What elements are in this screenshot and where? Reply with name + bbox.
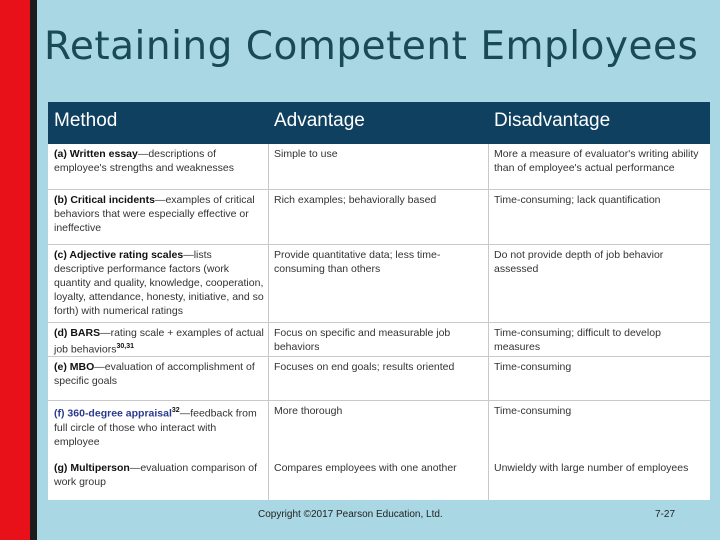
citation-superscript: 32 [171, 407, 180, 414]
table-row [48, 244, 710, 323]
page-number: 7-27 [655, 509, 676, 520]
citation-superscript: 30,31 [116, 343, 134, 350]
method-term: Multiperson [70, 462, 130, 474]
disadvantage-cell: Unwieldy with large number of employees [494, 462, 689, 474]
left-accent-bar-dark [30, 0, 37, 540]
disadvantage-cell: Time-consuming [494, 405, 572, 417]
disadvantage-cell: Time-consuming; lack quantification [494, 194, 661, 206]
row-letter: (f) [54, 407, 68, 420]
row-letter: (c) [54, 249, 70, 261]
advantage-cell: Focus on specific and measurable job behaviors [274, 327, 451, 353]
method-description: —examples of critical behaviors that were especially effective or ineffective [54, 194, 255, 234]
advantage-cell: Provide quantitative data; less time-consuming than others [274, 249, 441, 275]
header-advantage: Advantage [274, 110, 365, 131]
method-cell [54, 360, 264, 388]
method-description: —evaluation of accomplishment of specific goals [54, 361, 255, 387]
advantage-cell: Compares employees with one another [274, 462, 457, 474]
method-description: —rating scale + examples of actual job behaviors [54, 327, 264, 356]
table-row [48, 458, 710, 500]
method-cell [54, 147, 264, 175]
method-description: —lists descriptive performance factors (work quantity and quality, knowledge, cooperation, loyalty, attendance, honesty, initiative, and so forth) with numerical ratings [54, 249, 264, 317]
disadvantage-cell: Time-consuming [494, 361, 572, 373]
method-term: MBO [69, 361, 95, 373]
disadvantage-cell: Time-consuming; difficult to develop measures [494, 327, 661, 353]
row-letter: (e) [54, 361, 70, 373]
advantage-cell: Focuses on end goals; results oriented [274, 361, 455, 373]
method-cell [54, 461, 264, 489]
advantage-cell: Rich examples; behaviorally based [274, 194, 437, 206]
advantage-cell: Simple to use [274, 148, 338, 160]
method-term: Written essay [69, 148, 138, 160]
table-row [48, 322, 710, 357]
table-header-row [48, 102, 710, 144]
row-letter: (b) [54, 194, 71, 206]
method-term: BARS [70, 327, 101, 339]
table-row [48, 400, 710, 459]
row-letter: (d) [54, 327, 71, 339]
method-term: 360-degree appraisal [67, 407, 172, 420]
method-cell [54, 404, 264, 449]
header-method: Method [54, 110, 118, 131]
method-term: Critical incidents [70, 194, 155, 206]
disadvantage-cell: Do not provide depth of job behavior assessed [494, 249, 664, 275]
appraisal-methods-table [48, 102, 710, 500]
method-cell [54, 248, 264, 318]
disadvantage-cell: More a measure of evaluator's writing ability than of employee's actual performance [494, 148, 699, 174]
table-row [48, 356, 710, 401]
method-term: Adjective rating scales [69, 249, 184, 261]
slide-title: Retaining Competent Employees [44, 24, 699, 69]
advantage-cell: More thorough [274, 405, 343, 417]
method-description: —evaluation comparison of work group [54, 462, 258, 488]
header-disadvantage: Disadvantage [494, 110, 611, 131]
row-letter: (a) [54, 148, 70, 160]
table-row [48, 144, 710, 189]
table-row [48, 189, 710, 245]
method-description: —descriptions of employee's strengths and weaknesses [54, 148, 235, 174]
footer-copyright: Copyright ©2017 Pearson Education, Ltd. [258, 509, 443, 520]
method-description: —feedback from full circle of those who interact with employee [54, 407, 257, 448]
method-cell [54, 326, 264, 357]
table-body [48, 144, 710, 500]
method-cell [54, 193, 264, 235]
row-letter: (g) [54, 462, 71, 474]
left-accent-bar-red [0, 0, 30, 540]
